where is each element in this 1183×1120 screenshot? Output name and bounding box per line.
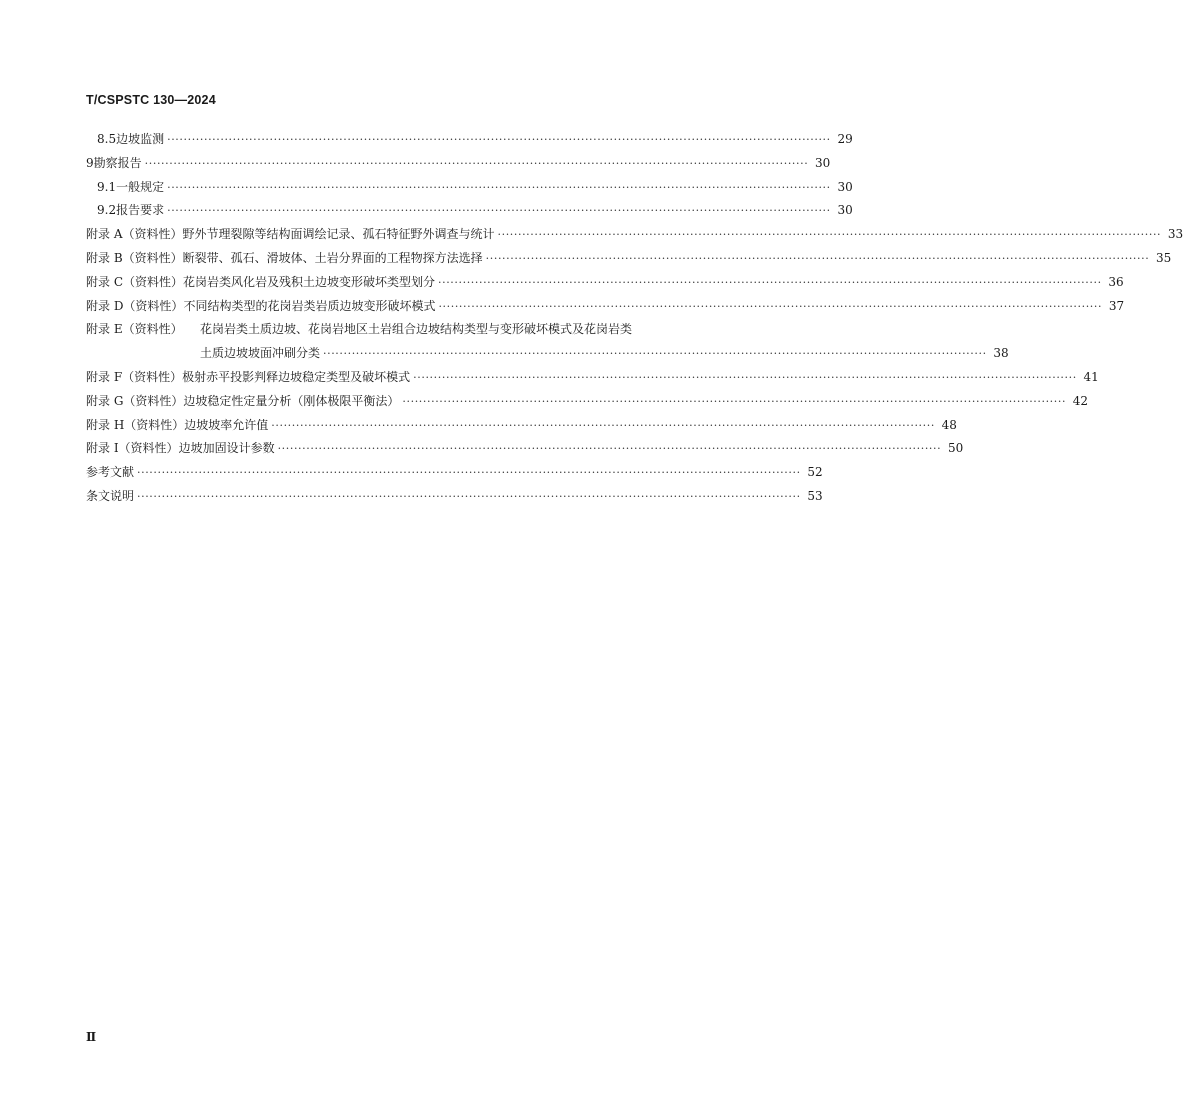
toc-title: 花岗岩类土质边坡、花岗岩地区土岩组合边坡结构类型与变形破坏模式及花岗岩类: [200, 322, 633, 337]
toc-title-continued: 土质边坡坡面冲刷分类: [200, 346, 321, 361]
toc-page: 48: [941, 417, 957, 432]
document-code: T/CSPSTC 130—2024: [86, 93, 216, 107]
toc-title: 边坡加固设计参数: [178, 441, 275, 456]
toc-number: 附录 G（资料性）: [86, 393, 184, 408]
toc-entry[interactable]: [86, 414, 957, 438]
toc-entry[interactable]: [86, 485, 823, 509]
toc-leader: [137, 461, 801, 485]
toc-number: 9.1: [97, 179, 117, 194]
toc-leader: [167, 128, 831, 152]
toc-title: 断裂带、孤石、滑坡体、土岩分界面的工程物探方法选择: [182, 250, 483, 265]
toc-entry[interactable]: [86, 271, 1124, 295]
toc-title: 一般规定: [116, 179, 165, 194]
toc-entry[interactable]: [86, 247, 1172, 271]
toc-entry[interactable]: [86, 437, 964, 461]
toc-page: 36: [1108, 274, 1124, 289]
toc-leader: [498, 223, 1162, 247]
toc-title: 极射赤平投影判释边坡稳定类型及破坏模式: [182, 369, 411, 384]
toc-leader: [145, 152, 809, 176]
toc-number: 附录 B（资料性）: [86, 250, 183, 265]
toc-entry[interactable]: [86, 199, 853, 223]
toc-title: 野外节理裂隙等结构面调绘记录、孤石特征野外调查与统计: [182, 227, 495, 242]
toc-page: 38: [993, 346, 1009, 361]
toc-leader: [486, 247, 1150, 271]
toc-entry[interactable]: [86, 128, 853, 152]
toc-entry[interactable]: [86, 152, 831, 176]
toc-title: 花岗岩类风化岩及残积土边坡变形破坏类型划分: [183, 274, 436, 289]
toc-entry[interactable]: [86, 318, 698, 342]
toc-page: 30: [837, 179, 853, 194]
toc-number: 附录 A（资料性）: [86, 227, 183, 242]
toc-number: 附录 H（资料性）: [86, 417, 185, 432]
toc-entry[interactable]: [86, 390, 1089, 414]
toc-page: 30: [837, 203, 853, 218]
toc-page: 30: [815, 155, 831, 170]
toc-number: 附录 I（资料性）: [86, 441, 179, 456]
toc-title: 边坡坡率允许值: [184, 417, 269, 432]
toc-page: 35: [1156, 250, 1172, 265]
toc-page: 33: [1167, 227, 1183, 242]
table-of-contents: [86, 128, 1183, 509]
toc-number: 附录 E（资料性）: [86, 322, 183, 337]
toc-title: 条文说明: [86, 488, 135, 503]
toc-page: 42: [1072, 393, 1089, 408]
toc-title: 边坡监测: [116, 132, 165, 146]
toc-title: 勘察报告: [93, 155, 142, 170]
toc-page: 37: [1108, 298, 1125, 313]
toc-leader: [167, 199, 831, 223]
toc-leader: [137, 485, 801, 509]
toc-entry[interactable]: [86, 176, 853, 200]
toc-entry[interactable]: [86, 461, 823, 485]
toc-leader: [167, 176, 831, 200]
toc-title: 不同结构类型的花岗岩类岩质边坡变形破坏模式: [183, 298, 436, 313]
toc-number: 附录 C（资料性）: [86, 274, 183, 289]
toc-leader: [402, 390, 1066, 414]
toc-entry-continuation[interactable]: [86, 342, 1009, 366]
toc-leader: [438, 271, 1102, 295]
toc-entry[interactable]: [86, 366, 1099, 390]
toc-title: 报告要求: [116, 203, 165, 218]
toc-entry[interactable]: [86, 223, 1183, 247]
toc-leader: [413, 366, 1077, 390]
toc-page: 50: [947, 441, 964, 456]
toc-leader: [323, 342, 987, 366]
page-number-roman: Ⅱ: [86, 1030, 97, 1044]
toc-page: 41: [1083, 369, 1099, 384]
toc-number: 9.2: [97, 203, 117, 218]
toc-page: 29: [837, 132, 853, 146]
toc-leader: [271, 414, 935, 438]
toc-number: 附录 F（资料性）: [86, 369, 183, 384]
toc-page: 53: [807, 488, 823, 503]
toc-number: 9: [86, 155, 94, 170]
toc-leader: [438, 295, 1102, 319]
toc-leader: [278, 437, 942, 461]
toc-number: 附录 D（资料性）: [86, 298, 184, 313]
toc-title: 边坡稳定性定量分析（刚体极限平衡法）: [183, 393, 400, 408]
toc-title: 参考文献: [86, 465, 135, 480]
toc-number: 8.5: [97, 132, 117, 146]
toc-page: 52: [807, 465, 823, 480]
toc-entry[interactable]: [86, 295, 1125, 319]
